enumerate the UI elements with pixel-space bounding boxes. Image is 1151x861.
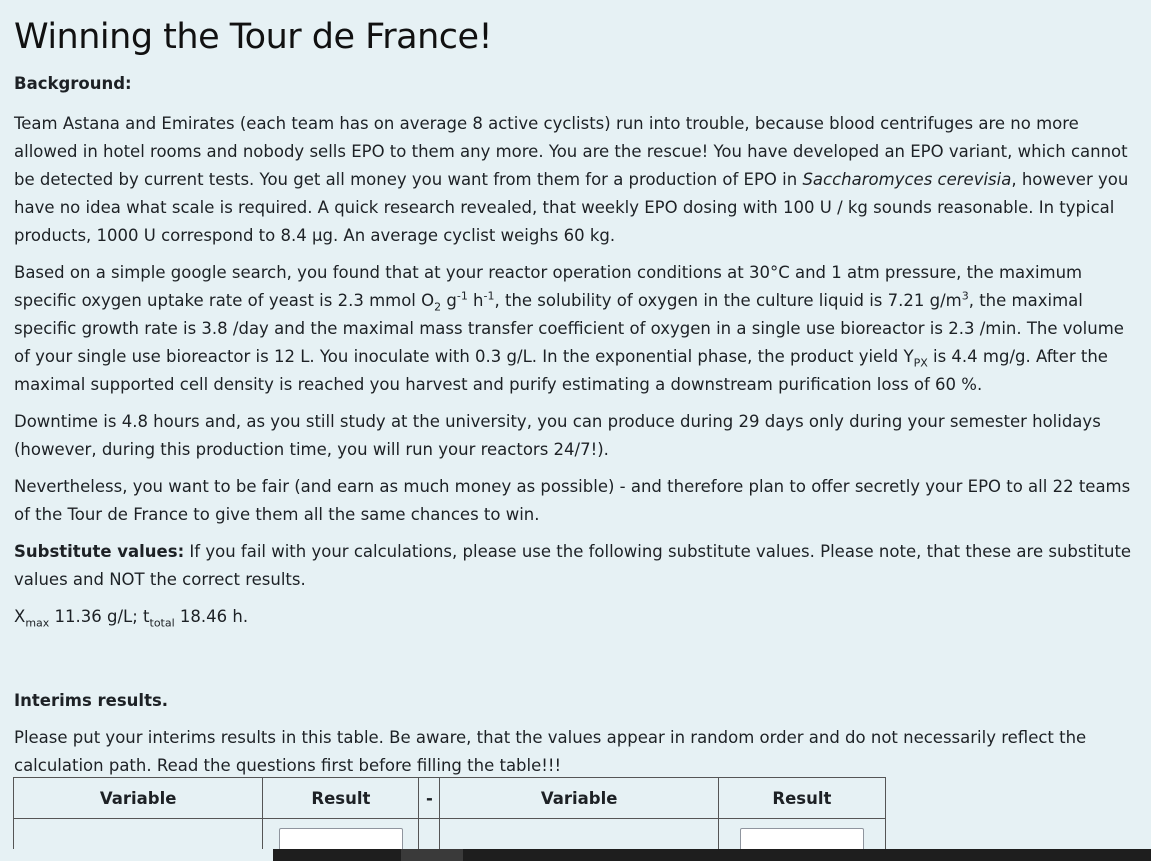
header-separator: - (419, 778, 440, 819)
header-result-2: Result (718, 778, 885, 819)
header-variable-2: Variable (440, 778, 718, 819)
interims-heading: Interims results. (14, 691, 169, 710)
interims-results-table (13, 777, 886, 860)
paragraph-substitute: Substitute values: If you fail with your calculations, please use the following substitute values. Please note, that these are substitute values and NOT the correct results. (14, 542, 1132, 589)
paragraph-fairness: Nevertheless, you want to be fair (and earn as much money as possible) - and therefore plan to offer secretly your EPO to all 22 teams of the Tour de France to give them all the same chances to win. (14, 477, 1131, 524)
header-variable-1: Variable (14, 778, 263, 819)
taskbar-active-item[interactable] (401, 849, 463, 861)
question-content (14, 0, 1144, 780)
substitute-values-line: $X_{max}$ 11.36 g/L; $t_{total}$ 18.46 h. (14, 607, 249, 630)
paragraph-downtime: Downtime is 4.8 hours and, as you still study at the university, you can produce during 29 days only during your semester holidays (however, during this production time, you will run your reactors 24/7!). (14, 412, 1101, 459)
page-bottom-edge (0, 849, 273, 861)
header-result-1: Result (263, 778, 419, 819)
paragraph-conditions: Based on a simple google search, you found that at your reactor operation conditions at 30°C and 1 atm pressure, the maximum specific oxygen uptake rate of yeast is 2.3 mmol $O_2$ $g^{-1}$ $h^{-1}$, the solubility of oxygen in the culture liquid is 7.21 $g/m^3$, the maximal specific growth rate is 3.8 /day and the maximal mass transfer coefficient of oxygen in a single use bioreactor is 2.3 /min. The volume of your single use bioreactor is 12 L. You inoculate with 0.3 g/L. In the exponential phase, the product yield $Y_{PX}$ is 4.4 mg/g. After the maximal supported cell density is reached you harvest and purify estimating a downstream purification loss of 60 %. (14, 263, 1124, 394)
interims-instructions: Please put your interims results in this table. Be aware, that the values appear in random order and do not necessarily reflect the calculation path. Read the questions first before filling the table!!! (14, 728, 1087, 775)
substitute-label: Substitute values: (14, 542, 185, 561)
page-title: Winning the Tour de France! (14, 17, 493, 57)
species-name: Saccharomyces cerevisia (802, 170, 1012, 189)
table-header-row (14, 778, 886, 819)
taskbar (273, 849, 1151, 861)
paragraph-background: Team Astana and Emirates (each team has on average 8 active cyclists) run into trouble, because blood centrifuges are no more allowed in hotel rooms and nobody sells EPO to them any more. You are the rescue! You have developed an EPO variant, which cannot be detected by current tests. You get all money you want from them for a production of EPO in Saccharomyces cerevisia, however you have no idea what scale is required. A quick research revealed, that weekly EPO dosing with 100 U / kg sounds reasonable. In typical products, 1000 U correspond to 8.4 µg. An average cyclist weighs 60 kg. (14, 114, 1129, 245)
background-heading: Background: (14, 74, 132, 93)
